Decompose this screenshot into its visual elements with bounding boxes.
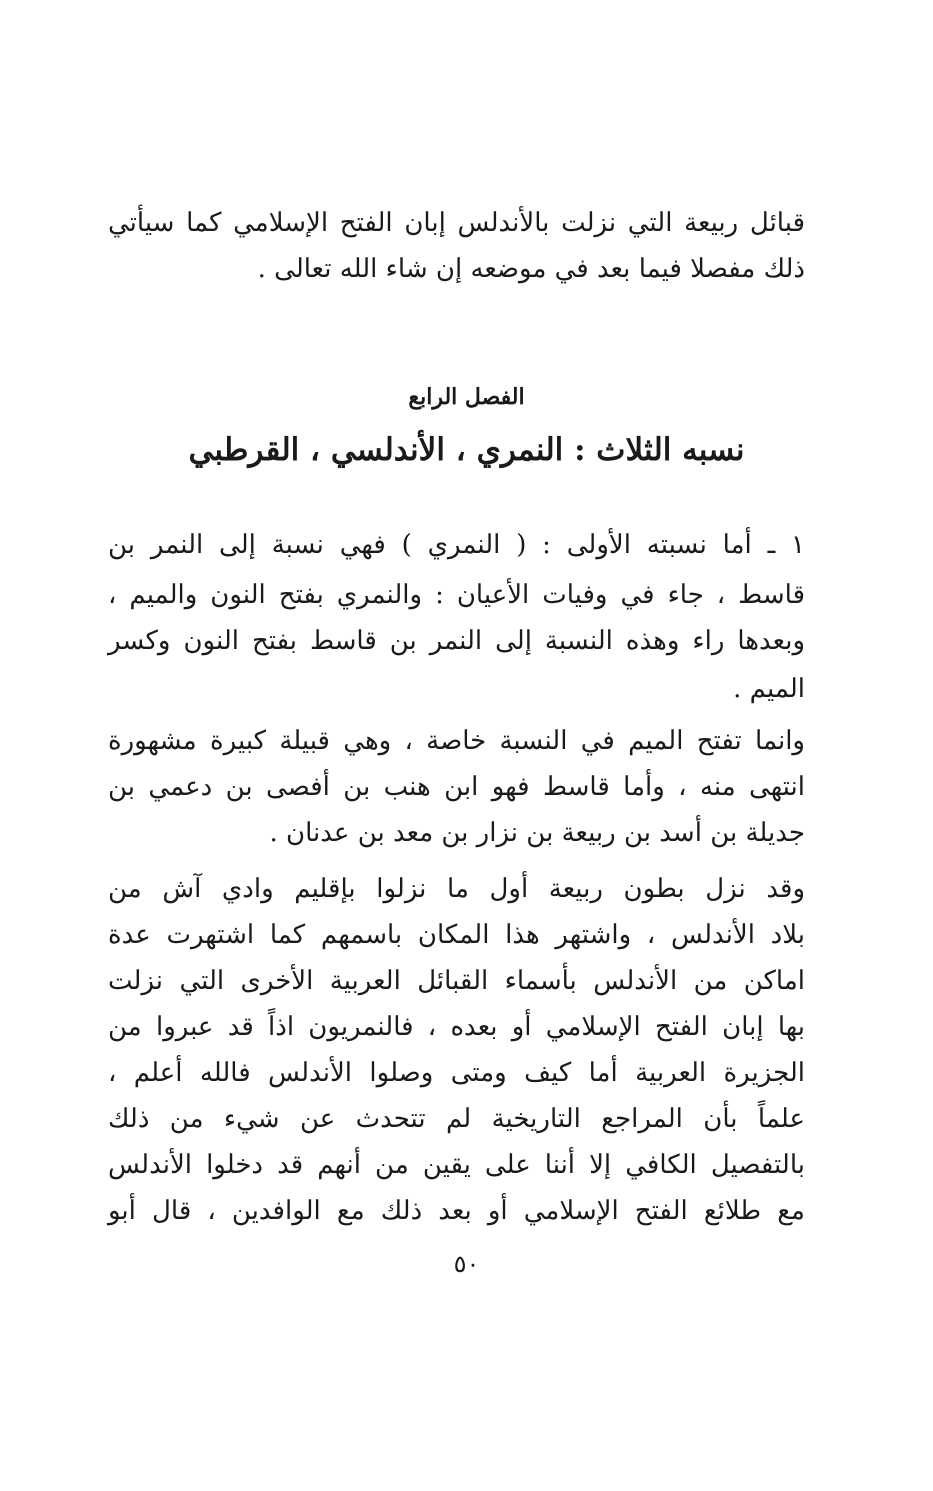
paragraph-3-line-2: بلاد الأندلس ، واشتهر هذا المكان باسمهم كما اشتهرت عدة <box>108 920 805 950</box>
paragraph-3-line-3: اماكن من الأندلس بأسماء القبائل العربية الأخرى التي نزلت <box>108 966 805 996</box>
paragraph-3-line-5: الجزيرة العربية أما كيف ومتى وصلوا الأندلس فالله أعلم ، <box>108 1058 805 1088</box>
paragraph-1-line-2: قاسط ، جاء في وفيات الأعيان : والنمري بفتح النون والميم ، <box>108 580 805 610</box>
intro-line-1: قبائل ربيعة التي نزلت بالأندلس إبان الفتح الإسلامي كما سيأتي <box>108 208 805 238</box>
paragraph-2-line-2: انتهى منه ، وأما قاسط فهو ابن هنب بن أفصى بن دعمي بن <box>108 772 805 802</box>
paragraph-3-line-1: وقد نزل بطون ربيعة أول ما نزلوا بإقليم وادي آش من <box>108 874 805 904</box>
page-number: ٥٠ <box>453 1250 480 1278</box>
paragraph-2-line-1: وانما تفتح الميم في النسبة خاصة ، وهي قبيلة كبيرة مشهورة <box>108 726 805 756</box>
chapter-title: نسبه الثلاث : النمري ، الأندلسي ، القرطبي <box>188 432 745 468</box>
paragraph-3-line-4: بها إبان الفتح الإسلامي أو بعده ، فالنمريون اذاً قد عبروا من <box>108 1012 805 1042</box>
chapter-label: الفصل الرابع <box>408 384 525 410</box>
paragraph-3-line-8: مع طلائع الفتح الإسلامي أو بعد ذلك مع الوافدين ، قال أبو <box>108 1196 805 1226</box>
paragraph-2-line-3: جديلة بن أسد بن ربيعة بن نزار بن معد بن عدنان . <box>269 818 805 848</box>
paragraph-3-line-7: بالتفصيل الكافي إلا أننا على يقين من أنهم قد دخلوا الأندلس <box>108 1150 805 1180</box>
paragraph-1-line-1: ١ ـ أما نسبته الأولى : ( النمري ) فهي نسبة إلى النمر بن <box>108 530 805 560</box>
paragraph-3-line-6: علماً بأن المراجع التاريخية لم تتحدث عن شيء من ذلك <box>108 1104 805 1134</box>
intro-line-2: ذلك مفصلا فيما بعد في موضعه إن شاء الله تعالى . <box>257 254 805 284</box>
paragraph-1-line-3: وبعدها راء وهذه النسبة إلى النمر بن قاسط بفتح النون وكسر <box>108 626 805 656</box>
paragraph-1-line-4: الميم . <box>733 674 805 704</box>
